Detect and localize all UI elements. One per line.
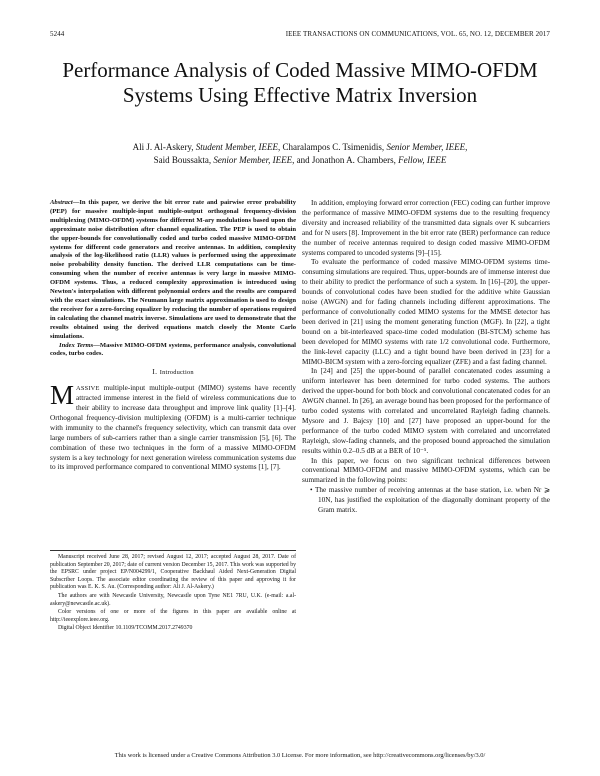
author-line-2: Said Boussakta, Senior Member, IEEE, and Jonathon A. Chambers, Fellow, IEEE — [153, 154, 447, 165]
intro-paragraph: MASSIVE multiple-input multiple-output (MIMO) systems have recently attracted immense interest in the field of wireless communications due to their ability to increase data throughput and improve link quality [1]–[4]. Orthogonal frequency-division multiplexing (OFDM) is a multi-carrier technique with immunity to the channel's frequency selectivity, which can transmit data over large numbers of sub-carriers rather than a single carrier transmission [5], [6]. The combination of these two techniques in the form of a massive MIMO-OFDM system is a key technology for next generation wireless communication systems due to its improved performance compared to conventional MIMO systems [1], [7]. — [50, 380, 296, 472]
drop-cap: M — [50, 380, 75, 411]
paragraph-upper-bounds: To evaluate the performance of coded massive MIMO-OFDM systems time-consuming simulations are required. Thus, upper-bounds are of immense interest due to their ability to predict the performance of such a system. In [16]–[20], the upper-bounds of convolutional codes have been studied for the additive white Gaussian noise (AWGN) and for fading channels including different approximations. The performance of convolutionally coded MIMO systems for the MMSE detector has been derived in [21] using the moment generating function (MGF). In [22], a tight bound on a bit-interleaved space-time coded modulation (BI-STCM) scheme has been developed for MIMO systems with rate 1/2 convolutional code. Furthermore, the link-level capacity (LLC) and a tight bound have been derived in [23] for a MIMO-BICM system with a zero-forcing equalizer (ZFE) and a fast fading channel. — [302, 258, 550, 366]
abstract: Abstract—In this paper, we derive the bit error rate and pairwise error probability (PEP) for massive multiple-input multiple-output orthogonal frequency-division multiplexing (MIMO-OFDM) systems for different M-ary modulations based upon the approximate noise distribution after channel equalization. The PEP is used to obtain the upper-bounds for convolutionally coded and turbo coded massive MIMO-OFDM systems for different code generators and receive antennas. In addition, complexity analysis of the log-likelihood ratio (LLR) values is performed using the approximate noise probability density function. The derived LLR computations can be time-consuming when the number of receive antennas is very large in massive MIMO-OFDM systems. Thus, a reduced complexity approximation is introduced using Newton's interpolation with different polynomial orders and the results are compared with the exact simulations. The Neumann large matrix approximation is used to design the receiver for a zero-forcing equalizer by reducing the number of operations required in calculating the channel matrix inverse. Simulations are used to demonstrate that the results obtained using the derived equations match closely the Monte Carlo simulations. — [50, 199, 296, 340]
journal-info: IEEE TRANSACTIONS ON COMMUNICATIONS, VOL. 65, NO. 12, DECEMBER 2017 — [285, 30, 550, 38]
right-column — [302, 199, 550, 516]
index-terms: Index Terms—Massive MIMO-OFDM systems, performance analysis, convolutional codes, turbo codes. — [50, 341, 297, 358]
footnote-color: Color versions of one or more of the figures in this paper are available online at http://ieeexplore.ieee.org. — [50, 609, 296, 623]
paragraph-focus: In this paper, we focus on two significant technical differences between conventional MIMO-OFDM and massive MIMO-OFDM systems, which can be summarized in the following points: — [302, 456, 550, 485]
page-number: 5244 — [50, 30, 65, 38]
paragraph-fec: In addition, employing forward error correction (FEC) coding can further improve the performance of massive MIMO-OFDM systems due to the resulting frequency diversity and increased reliability of the transmitted data signals over K subcarriers and for N users [8]. Improvement in the bit error rate (BER) performance can reduce the number of receive antennas required to design coded massive MIMO-OFDM systems compared to uncoded systems [9]–[15]. — [302, 199, 550, 257]
footnotes — [50, 550, 296, 634]
author-line-1: Ali J. Al-Askery, Student Member, IEEE, Charalampos C. Tsimenidis, Senior Member, IEEE, — [132, 142, 468, 152]
running-header — [50, 30, 550, 40]
license-notice: This work is licensed under a Creative Commons Attribution 3.0 License. For more information, see http://creativecommons.org/licenses/by/3.0/ — [114, 752, 486, 759]
paragraph-turbo: In [24] and [25] the upper-bound of parallel concatenated codes assuming a uniform interleaver has been determined for turbo coded systems. The authors derived the upper-bound for both block and convolutional concatenated codes for an AWGN channel. In [26], an average bound has been proposed for the performance of turbo coded systems with correlated and uncorrelated Rayleigh fading channels. Mysore and J. Bajcsy [10] and [27] have proposed an upper-bound for the performance of the turbo coded MIMO system with correlated and uncorrelated Rayleigh, slow-fading channels, and the proposed bound approached the simulation results within 0.2–0.5 dB at a BER of 10⁻⁵. — [302, 367, 550, 455]
bullet-item: • The massive number of receiving antennas at the base station, i.e. when Nr ⩾ 10N, has justified the exploitation of the diagonally dominant property of the Gram matrix. — [310, 486, 550, 515]
author-block — [60, 141, 540, 166]
footnote-affiliation: The authors are with Newcastle University, Newcastle upon Tyne NE1 7RU, U.K. (e-mail: a.al-askery@newcastle.ac.uk). — [50, 592, 296, 607]
footnote-doi: Digital Object Identifier 10.1109/TCOMM.2017.2749370 — [58, 625, 193, 632]
footnote-manuscript: Manuscript received June 28, 2017; revised August 12, 2017; accepted August 28, 2017. Date of publication September 20, 2017; date of current version December 15, 2017. This work was supported by the EPSRC under project EP/N004299/1, Cooperative Backhaul Aided Next-Generation Digital Subscriber Loops. The associate editor coordinating the review of this paper and approving it for publication was E. K. S. Au. (Corresponding author: Ali J. Al-Askery.) — [50, 554, 296, 591]
left-column — [50, 199, 296, 473]
section-heading-introduction: I. Introduction — [152, 367, 194, 377]
paper-title: Performance Analysis of Coded Massive MIMO-OFDM Systems Using Effective Matrix Inversion — [62, 58, 538, 107]
